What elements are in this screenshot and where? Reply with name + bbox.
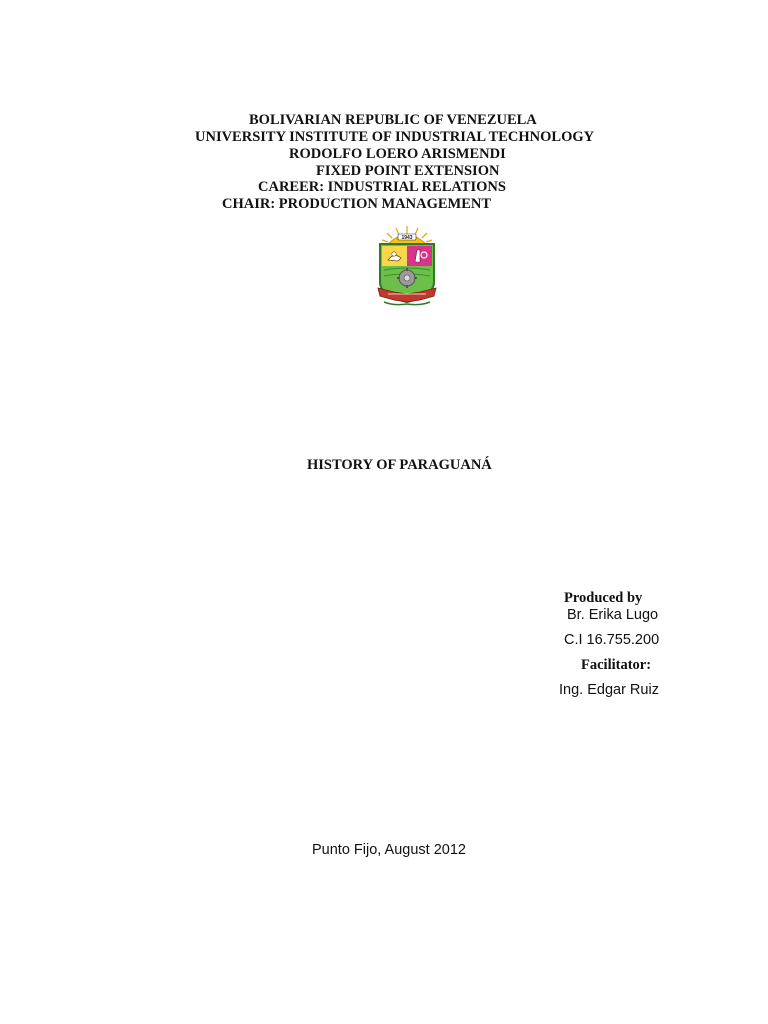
header-line-country: BOLIVARIAN REPUBLIC OF VENEZUELA — [249, 112, 537, 128]
university-crest-icon — [374, 224, 440, 308]
header-line-chair: CHAIR: PRODUCTION MANAGEMENT — [222, 196, 492, 212]
facilitator-name: Ing. Edgar Ruiz — [559, 682, 659, 698]
header-line-extension: FIXED POINT EXTENSION — [316, 163, 500, 179]
header-line-career: CAREER: INDUSTRIAL RELATIONS — [258, 179, 506, 195]
author-name: Br. Erika Lugo — [567, 607, 659, 623]
header-line-institute: UNIVERSITY INSTITUTE OF INDUSTRIAL TECHNOLOGY — [195, 129, 595, 145]
svg-text:1943: 1943 — [401, 235, 413, 242]
facilitator-label: Facilitator: — [581, 657, 652, 673]
header-line-named-after: RODOLFO LOERO ARISMENDI — [289, 146, 506, 162]
document-title: HISTORY OF PARAGUANÁ — [307, 457, 492, 473]
author-id: C.I 16.755.200 — [564, 632, 660, 648]
produced-by-label: Produced by — [564, 590, 643, 606]
place-date: Punto Fijo, August 2012 — [312, 842, 466, 858]
